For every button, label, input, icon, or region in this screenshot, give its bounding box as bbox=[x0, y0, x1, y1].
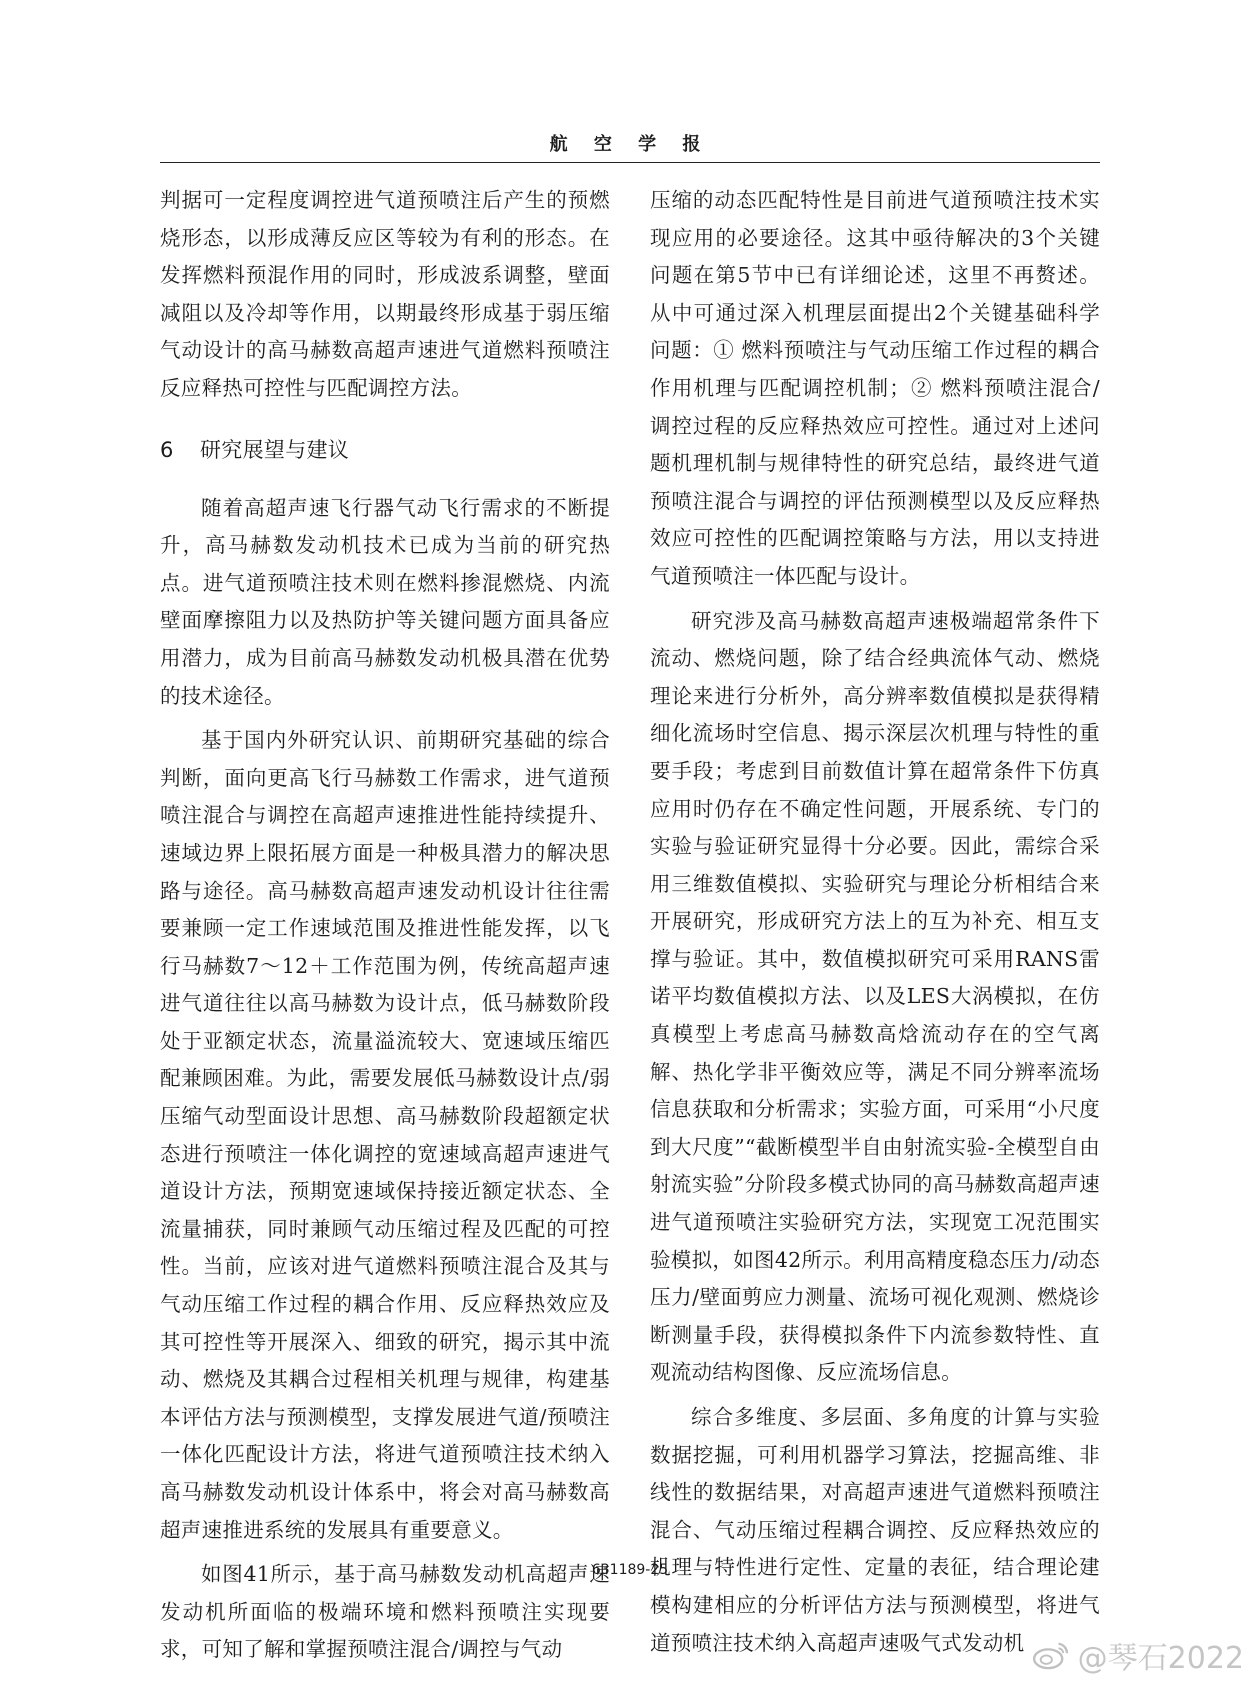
paragraph: 研究涉及高马赫数高超声速极端超常条件下流动、燃烧问题，除了结合经典流体气动、燃烧理论来进行分析外，高分辨率数值模拟是获得精细化流场时空信息、揭示深层次机理与特性的重要手段；考虑到目前数值计算在超常条件下仿真应用时仍存在不确定性问题，开展系统、专门的实验与验证研究显得十分必要。因此，需综合采用三维数值模拟、实验研究与理论分析相结合来开展研究，形成研究方法上的互为补充、相互支撑与验证。其中，数值模拟研究可采用RANS雷诺平均数值模拟方法、以及LES大涡模拟，在仿真模型上考虑高马赫数高焓流动存在的空气离解、热化学非平衡效应等，满足不同分辨率流场信息获取和分析需求；实验方面，可采用“小尺度到大尺度”“截断模型半自由射流实验-全模型自由射流实验”分阶段多模式协同的高马赫数高超声速进气道预喷注实验研究方法，实现宽工况范围实验模拟，如图42所示。利用高精度稳态压力/动态压力/壁面剪应力测量、流场可视化观测、燃烧诊断测量手段，获得模拟条件下内流参数特性、直观流动结构图像、反应流场信息。 bbox=[650, 608, 1100, 1385]
journal-title: 航 空 学 报 bbox=[549, 134, 711, 155]
paragraph: 判据可一定程度调控进气道预喷注后产生的预燃烧形态，以形成薄反应区等较为有利的形态。在发挥燃料预混作用的同时，形成波系调整，壁面减阻以及冷却等作用，以期最终形成基于弱压缩气动设计的高马赫数高超声速进气道燃料预喷注反应释热可控性与匹配调控方法。 bbox=[160, 188, 610, 400]
right-column bbox=[650, 182, 1100, 1662]
left-column bbox=[160, 182, 610, 1669]
paragraph: 如图41所示，基于高马赫数发动机高超声速发动机所面临的极端环境和燃料预喷注实现要求，可知了解和掌握预喷注混合/调控与气动 bbox=[160, 1562, 610, 1662]
header-divider bbox=[160, 162, 1100, 163]
watermark bbox=[1032, 1633, 1244, 1677]
paragraph: 压缩的动态匹配特性是目前进气道预喷注技术实现应用的必要途径。这其中亟待解决的3个关键问题在第5节中已有详细论述，这里不再赘述。从中可通过深入机理层面提出2个关键基础科学问题：① 燃料预喷注与气动压缩工作过程的耦合作用机理与匹配调控机制；② 燃料预喷注混合/调控过程的反应释热效应可控性。通过对上述问题机理机制与规律特性的研究总结，最终进气道预喷注混合与调控的评估预测模型以及反应释热效应可控性的匹配调控策略与方法，用以支持进气道预喷注一体匹配与设计。 bbox=[650, 188, 1100, 588]
section-number: 6 bbox=[160, 437, 174, 462]
section-heading bbox=[160, 430, 610, 470]
paragraph: 随着高超声速飞行器气动飞行需求的不断提升，高马赫数发动机技术已成为当前的研究热点。进气道预喷注技术则在燃料掺混燃烧、内流壁面摩擦阻力以及热防护等关键问题方面具备应用潜力，成为目前高马赫数发动机极具潜在优势的技术途径。 bbox=[160, 495, 610, 708]
page-number: 631189-25 bbox=[591, 1562, 669, 1578]
section-title: 研究展望与建议 bbox=[200, 437, 350, 462]
watermark-text: @琴石2022 bbox=[1077, 1641, 1244, 1676]
weibo-logo-icon bbox=[1032, 1640, 1070, 1670]
paragraph: 基于国内外研究认识、前期研究基础的综合判断，面向更高飞行马赫数工作需求，进气道预喷注混合与调控在高超声速推进性能持续提升、速域边界上限拓展方面是一种极具潜力的解决思路与途径。高马赫数高超声速发动机设计往往需要兼顾一定工作速域范围及推进性能发挥，以飞行马赫数7～12＋工作范围为例，传统高超声速进气道往往以高马赫数为设计点，低马赫数阶段处于亚额定状态，流量溢流较大、宽速域压缩匹配兼顾困难。为此，需要发展低马赫数设计点/弱压缩气动型面设计思想、高马赫数阶段超额定状态进行预喷注一体化调控的宽速域高超声速进气道设计方法，预期宽速域保持接近额定状态、全流量捕获，同时兼顾气动压缩过程及匹配的可控性。当前，应该对进气道燃料预喷注混合及其与气动压缩工作过程的耦合作用、反应释热效应及其可控性等开展深入、细致的研究，揭示其中流动、燃烧及其耦合过程相关机理与规律，构建基本评估方法与预测模型，支撑发展进气道/预喷注一体化匹配设计方法，将进气道预喷注技术纳入高马赫数发动机设计体系中，将会对高马赫数高超声速推进系统的发展具有重要意义。 bbox=[160, 728, 610, 1542]
paragraph: 综合多维度、多层面、多角度的计算与实验数据挖掘，可利用机器学习算法，挖掘高维、非线性的数据结果，对高超声速进气道燃料预喷注混合、气动压缩过程耦合调控、反应释热效应的机理与特性进行定性、定量的表征，结合理论建模构建相应的分析评估方法与预测模型，将进气道预喷注技术纳入高超声速吸气式发动机 bbox=[650, 1405, 1100, 1655]
